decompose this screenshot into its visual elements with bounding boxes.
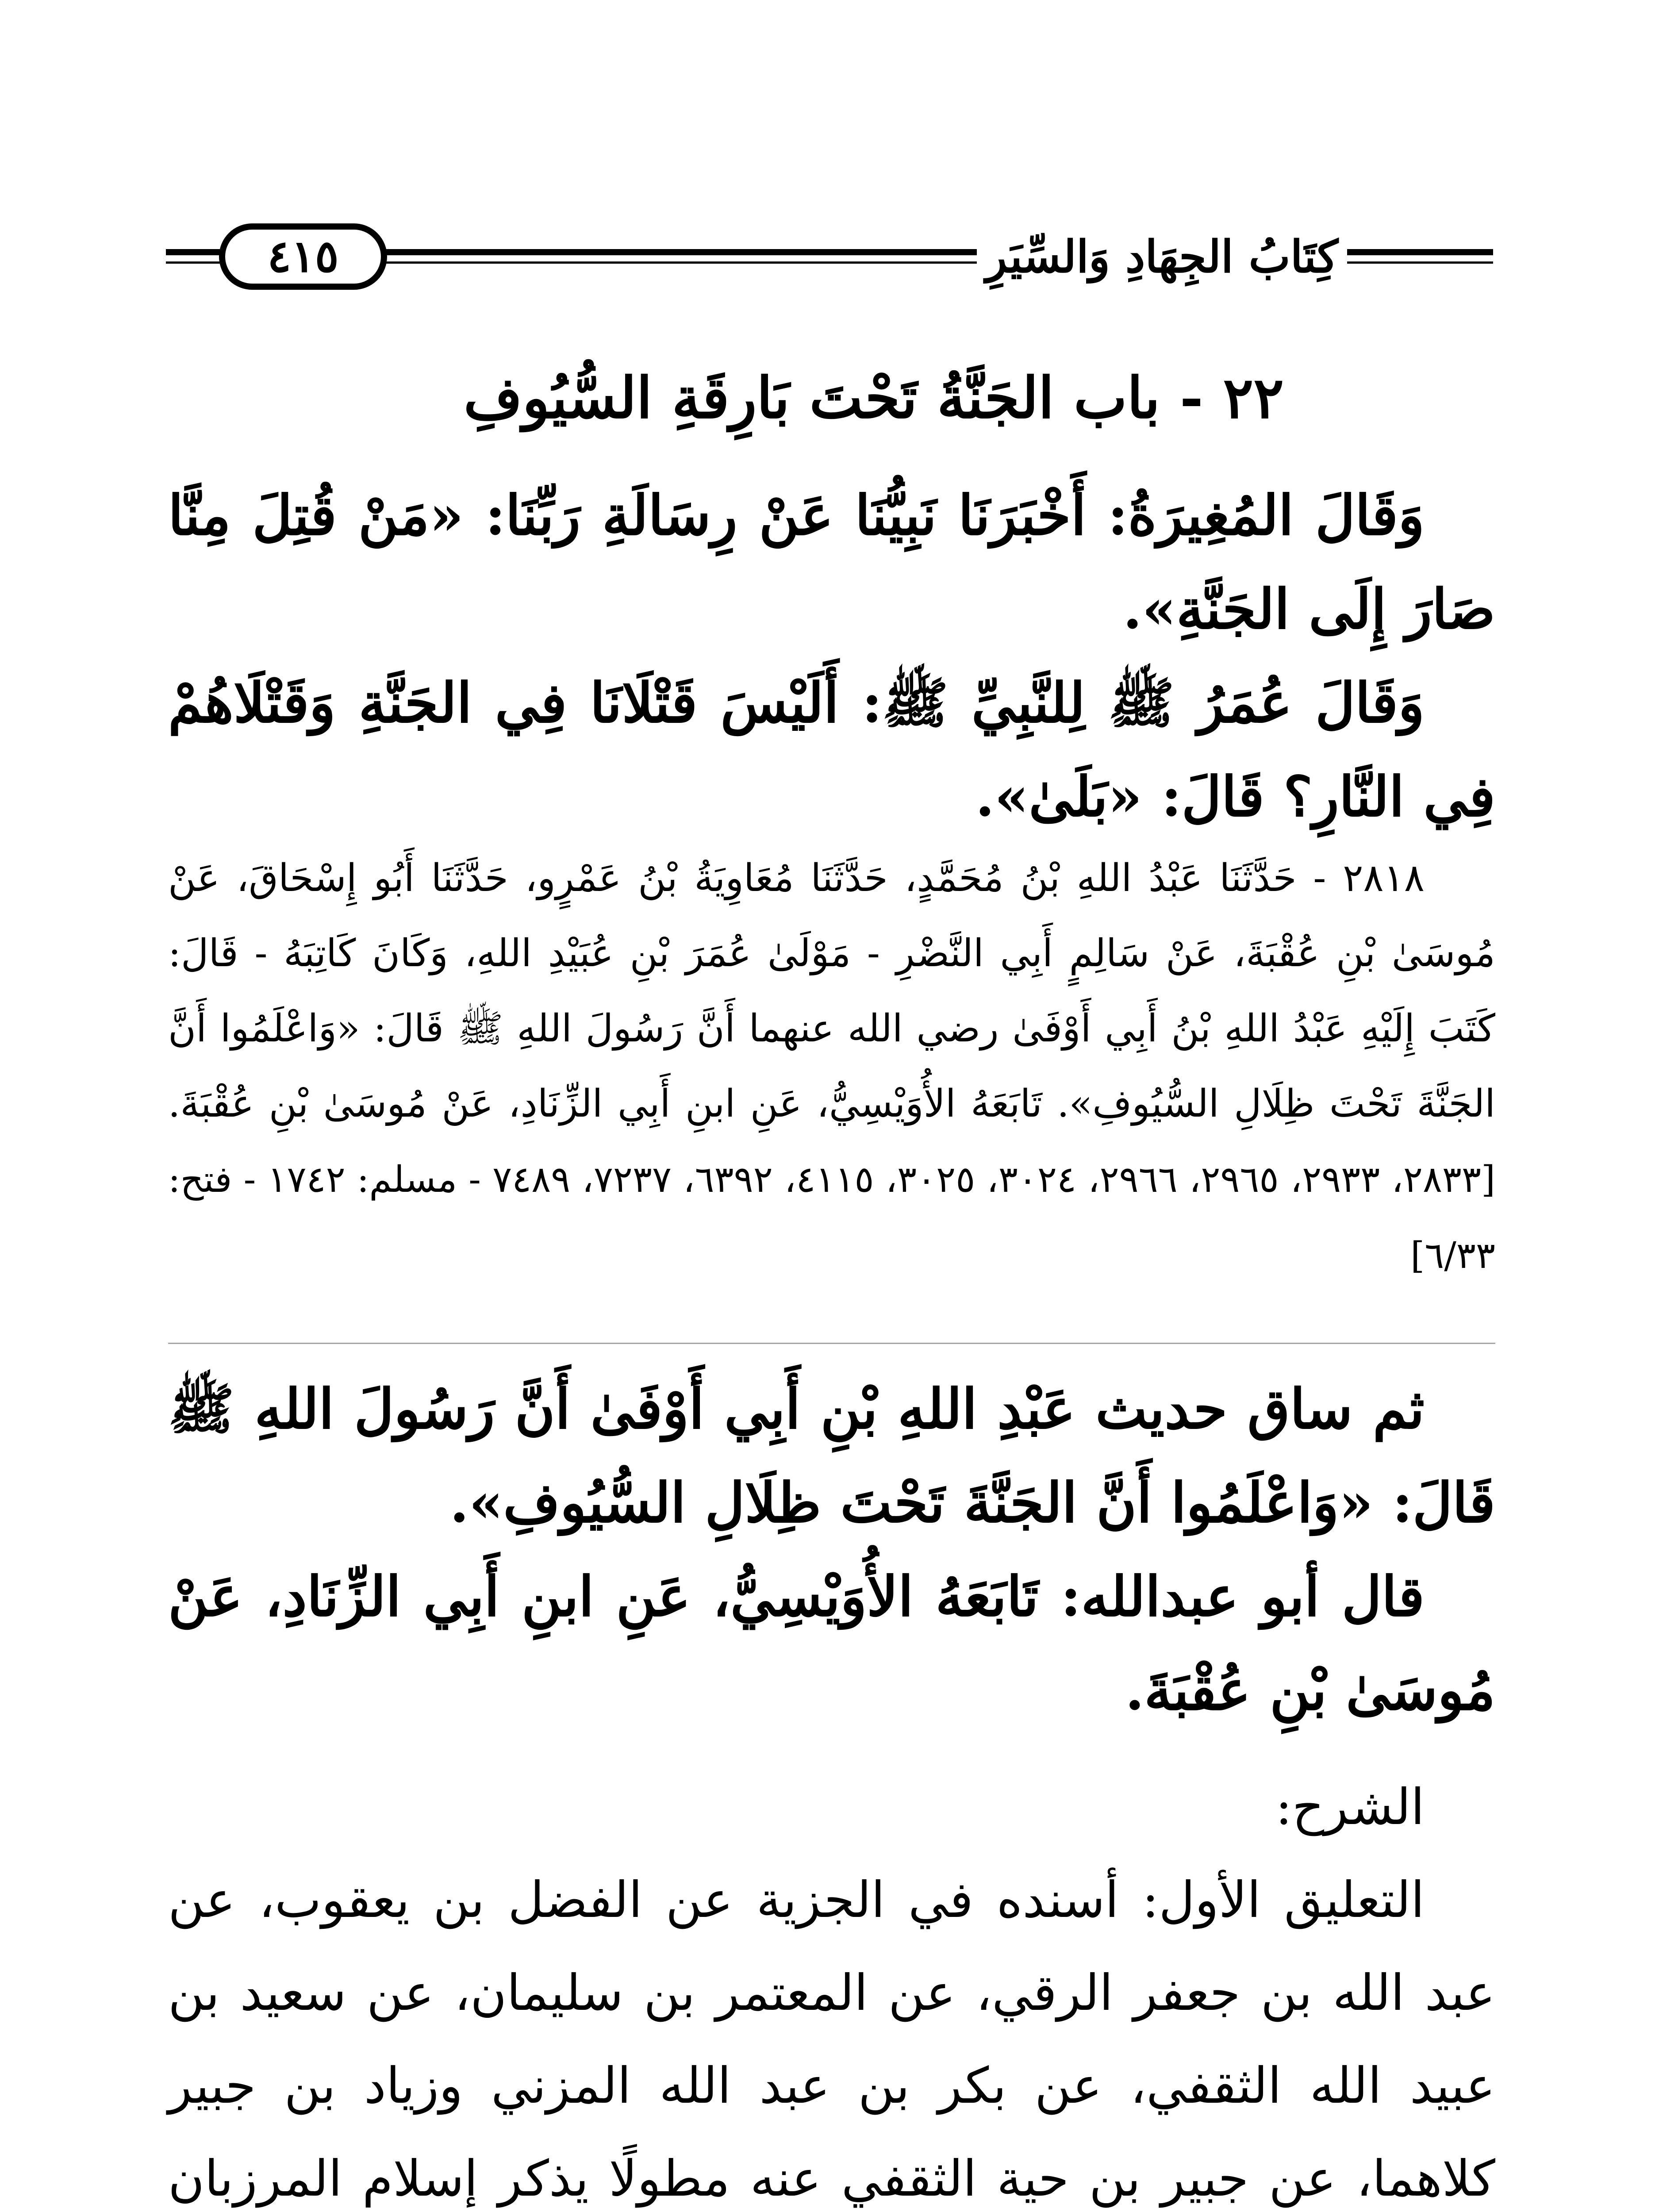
taliq-umar: وَقَالَ عُمَرُ ﷺ لِلنَّبِيِّ ﷺ: أَلَيْسَ قَتْلَانَا فِي الجَنَّةِ وَقَتْلَاهُمْ فِي النَّارِ؟ قَالَ: «بَلَىٰ». (168, 671, 1495, 829)
hadith-block (168, 841, 1495, 1294)
repeat-mutaba: قال أبو عبدالله: تَابَعَهُ الأُوَيْسِيُّ، عَنِ ابنِ أَبِي الزِّنَادِ، عَنْ مُوسَىٰ بْنِ عُقْبَةَ. (168, 1565, 1495, 1723)
page-number: ٤١٥ (267, 230, 339, 282)
repeat-hadith: ثم ساق حديث عَبْدِ اللهِ بْنِ أَبِي أَوْفَىٰ أَنَّ رَسُولَ اللهِ ﷺ قَالَ: «وَاعْلَمُوا أَنَّ الجَنَّةَ تَحْتَ ظِلَالِ السُّيُوفِ». (168, 1377, 1495, 1535)
header-rule-left-thin (166, 261, 228, 264)
chapter-heading: ٢٢ - باب الجَنَّةُ تَحْتَ بَارِقَةِ السُّيُوفِ (464, 365, 1284, 431)
commentary-paragraph (168, 1854, 1495, 2212)
running-header (166, 223, 1493, 290)
commentary-label: الشرح: (1275, 1778, 1425, 1836)
taliq-block (168, 469, 1495, 844)
hadith-references: [٢٨٣٣، ٢٩٣٣، ٢٩٦٥، ٢٩٦٦، ٣٠٢٤، ٣٠٢٥، ٤١١٥، ٦٣٩٢، ٧٢٣٧، ٧٤٨٩ - مسلم: ١٧٤٢ - فتح: ٦/٣٣] (168, 1159, 1495, 1277)
hadith-text (168, 841, 1495, 1294)
running-title: كِتَابُ الجِهَادِ وَالسِّيَرِ (977, 228, 1347, 285)
commentary-block (168, 1761, 1495, 2212)
section-divider (168, 1343, 1495, 1344)
hadith-body: ٢٨١٨ - حَدَّثَنَا عَبْدُ اللهِ بْنُ مُحَمَّدٍ، حَدَّثَنَا مُعَاوِيَةُ بْنُ عَمْرٍو، حَدَّثَنَا أَبُو إِسْحَاقَ، عَنْ مُوسَىٰ بْنِ عُقْبَةَ، عَنْ سَالِمٍ أَبِي النَّضْرِ - مَوْلَىٰ عُمَرَ بْنِ عُبَيْدِ اللهِ، وَكَانَ كَاتِبَهُ - قَالَ: كَتَبَ إِلَيْهِ عَبْدُ اللهِ بْنُ أَبِي أَوْفَىٰ رضي الله عنهما أَنَّ رَسُولَ اللهِ ﷺ قَالَ: «وَاعْلَمُوا أَنَّ الجَنَّةَ تَحْتَ ظِلَالِ السُّيُوفِ». تَابَعَهُ الأُوَيْسِيُّ، عَنِ ابنِ أَبِي الزِّنَادِ، عَنْ مُوسَىٰ بْنِ عُقْبَةَ. (168, 856, 1495, 1126)
taliq-mughira: وَقَالَ المُغِيرَةُ: أَخْبَرَنَا نَبِيُّنَا عَنْ رِسَالَةِ رَبِّنَا: «مَنْ قُتِلَ مِنَّا صَارَ إِلَى الجَنَّةِ». (168, 484, 1495, 641)
page-number-frame (219, 223, 387, 290)
header-rule-left-thick (166, 249, 228, 255)
commentary-text: التعليق الأول: أسنده في الجزية عن الفضل بن يعقوب، عن عبد الله بن جعفر الرقي، عن المعتمر بن سليمان، عن سعيد بن عبيد الله الثقفي، عن بكر بن عبد الله المزني وزياد بن جبير كلاهما، عن جبير بن حية الثقفي عنه مطولًا يذكر إسلام المرزبان (168, 1871, 1495, 2208)
repeat-block (168, 1363, 1495, 1738)
